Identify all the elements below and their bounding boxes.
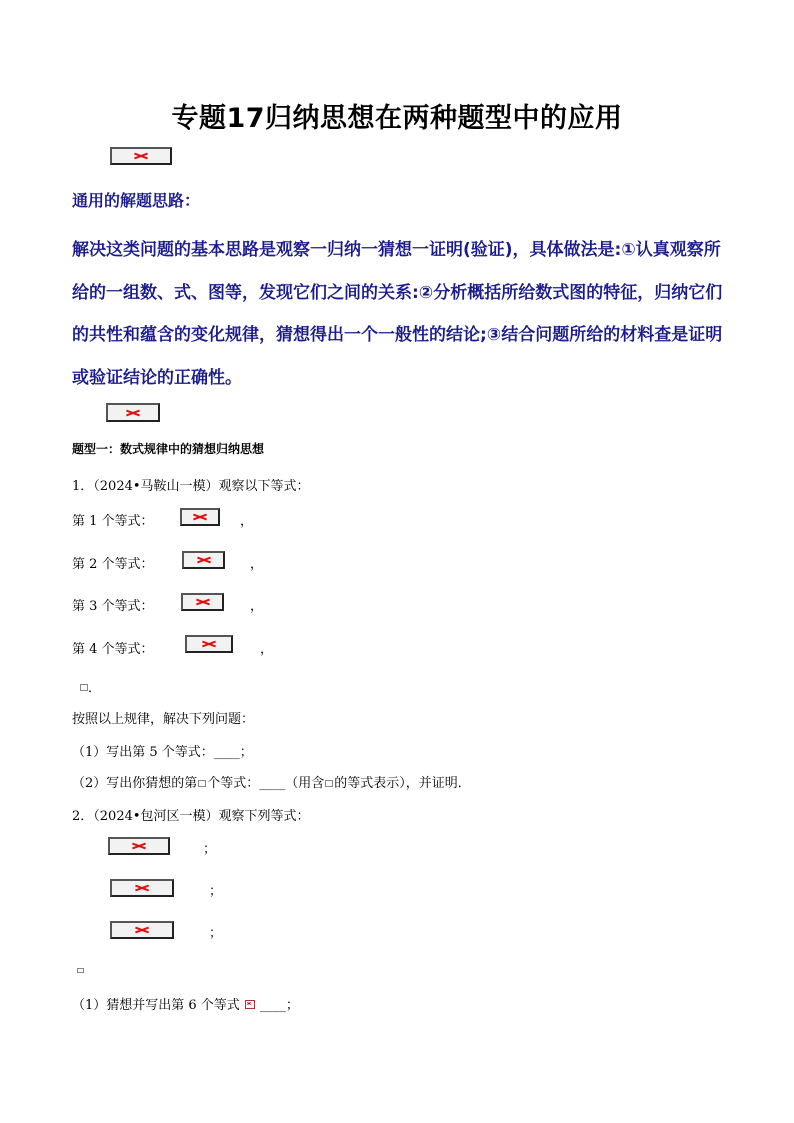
semicolon: ；	[203, 842, 217, 857]
part-2-text-a: （2）写出你猜想的第	[72, 776, 198, 791]
question-1-part-1: （1）写出第 5 个等式：____；	[72, 745, 253, 760]
broken-image-icon	[106, 403, 160, 422]
red-x-icon	[202, 640, 216, 648]
q2-part-1-text-b: ____；	[259, 998, 299, 1013]
method-paragraph: 解决这类问题的基本思路是观察一归纳一猜想一证明(验证)，具体做法是:①认真观察所给的一组数、式、图等，发现它们之间的关系:②分析概括所给数式图的特征，归纳它们的共性和蕴含的变化规律，猜想得出一个一般性的结论;③结合问题所给的材料查是证明或验证结论的正确性。	[72, 240, 723, 388]
semicolon: ；	[209, 926, 223, 941]
red-x-icon	[132, 842, 146, 850]
part-2-text-c: 的等式表示），并证明．	[334, 776, 471, 791]
comma: ，	[250, 557, 264, 572]
red-x-icon	[135, 884, 149, 892]
equation-image-icon	[110, 921, 174, 939]
variable-n-icon	[325, 780, 333, 787]
comma: ，	[240, 514, 254, 529]
ellipsis-image-icon	[80, 684, 88, 691]
equation-image-icon	[180, 508, 220, 526]
broken-image-icon	[110, 147, 172, 165]
section-heading: 题型一：数式规律中的猜想归纳思想	[72, 442, 265, 456]
comma: ，	[260, 642, 274, 657]
red-x-icon	[126, 409, 140, 417]
part-2-text-b: 个等式：____（用含	[207, 776, 325, 791]
variable-n-icon	[198, 780, 206, 787]
red-x-icon	[134, 152, 148, 160]
red-x-icon	[196, 598, 210, 606]
semicolon: ；	[209, 884, 223, 899]
equation-image-icon	[110, 879, 174, 897]
red-x-icon	[135, 926, 149, 934]
equation-image-icon	[108, 837, 170, 855]
ellipsis-dot: ．	[88, 681, 102, 696]
equation-image-icon	[182, 551, 225, 569]
question-2-part-1	[72, 994, 299, 1013]
equation-image-icon	[245, 1000, 255, 1009]
question-1-part-2	[72, 772, 471, 791]
method-heading: 通用的解题思路：	[72, 191, 201, 210]
equation-image-icon	[181, 593, 224, 611]
ellipsis-image-icon	[77, 968, 84, 973]
equation-image-icon	[185, 635, 233, 653]
question-1-stem: 1．（2024•马鞍山一模）观察以下等式：	[72, 479, 310, 494]
red-x-icon	[193, 513, 207, 521]
instruction-text: 按照以上规律，解决下列问题：	[72, 712, 255, 727]
red-x-icon	[197, 556, 211, 564]
equation-1-label: 第 1 个等式：	[72, 514, 154, 529]
comma: ，	[250, 599, 264, 614]
equation-4-label: 第 4 个等式：	[72, 642, 154, 657]
equation-2-label: 第 2 个等式：	[72, 557, 154, 572]
page-title: 专题17归纳思想在两种题型中的应用	[171, 103, 623, 134]
question-2-stem: 2．（2024•包河区一模）观察下列等式：	[72, 809, 310, 824]
q2-part-1-text-a: （1）猜想并写出第 6 个等式	[72, 998, 240, 1013]
equation-3-label: 第 3 个等式：	[72, 599, 154, 614]
